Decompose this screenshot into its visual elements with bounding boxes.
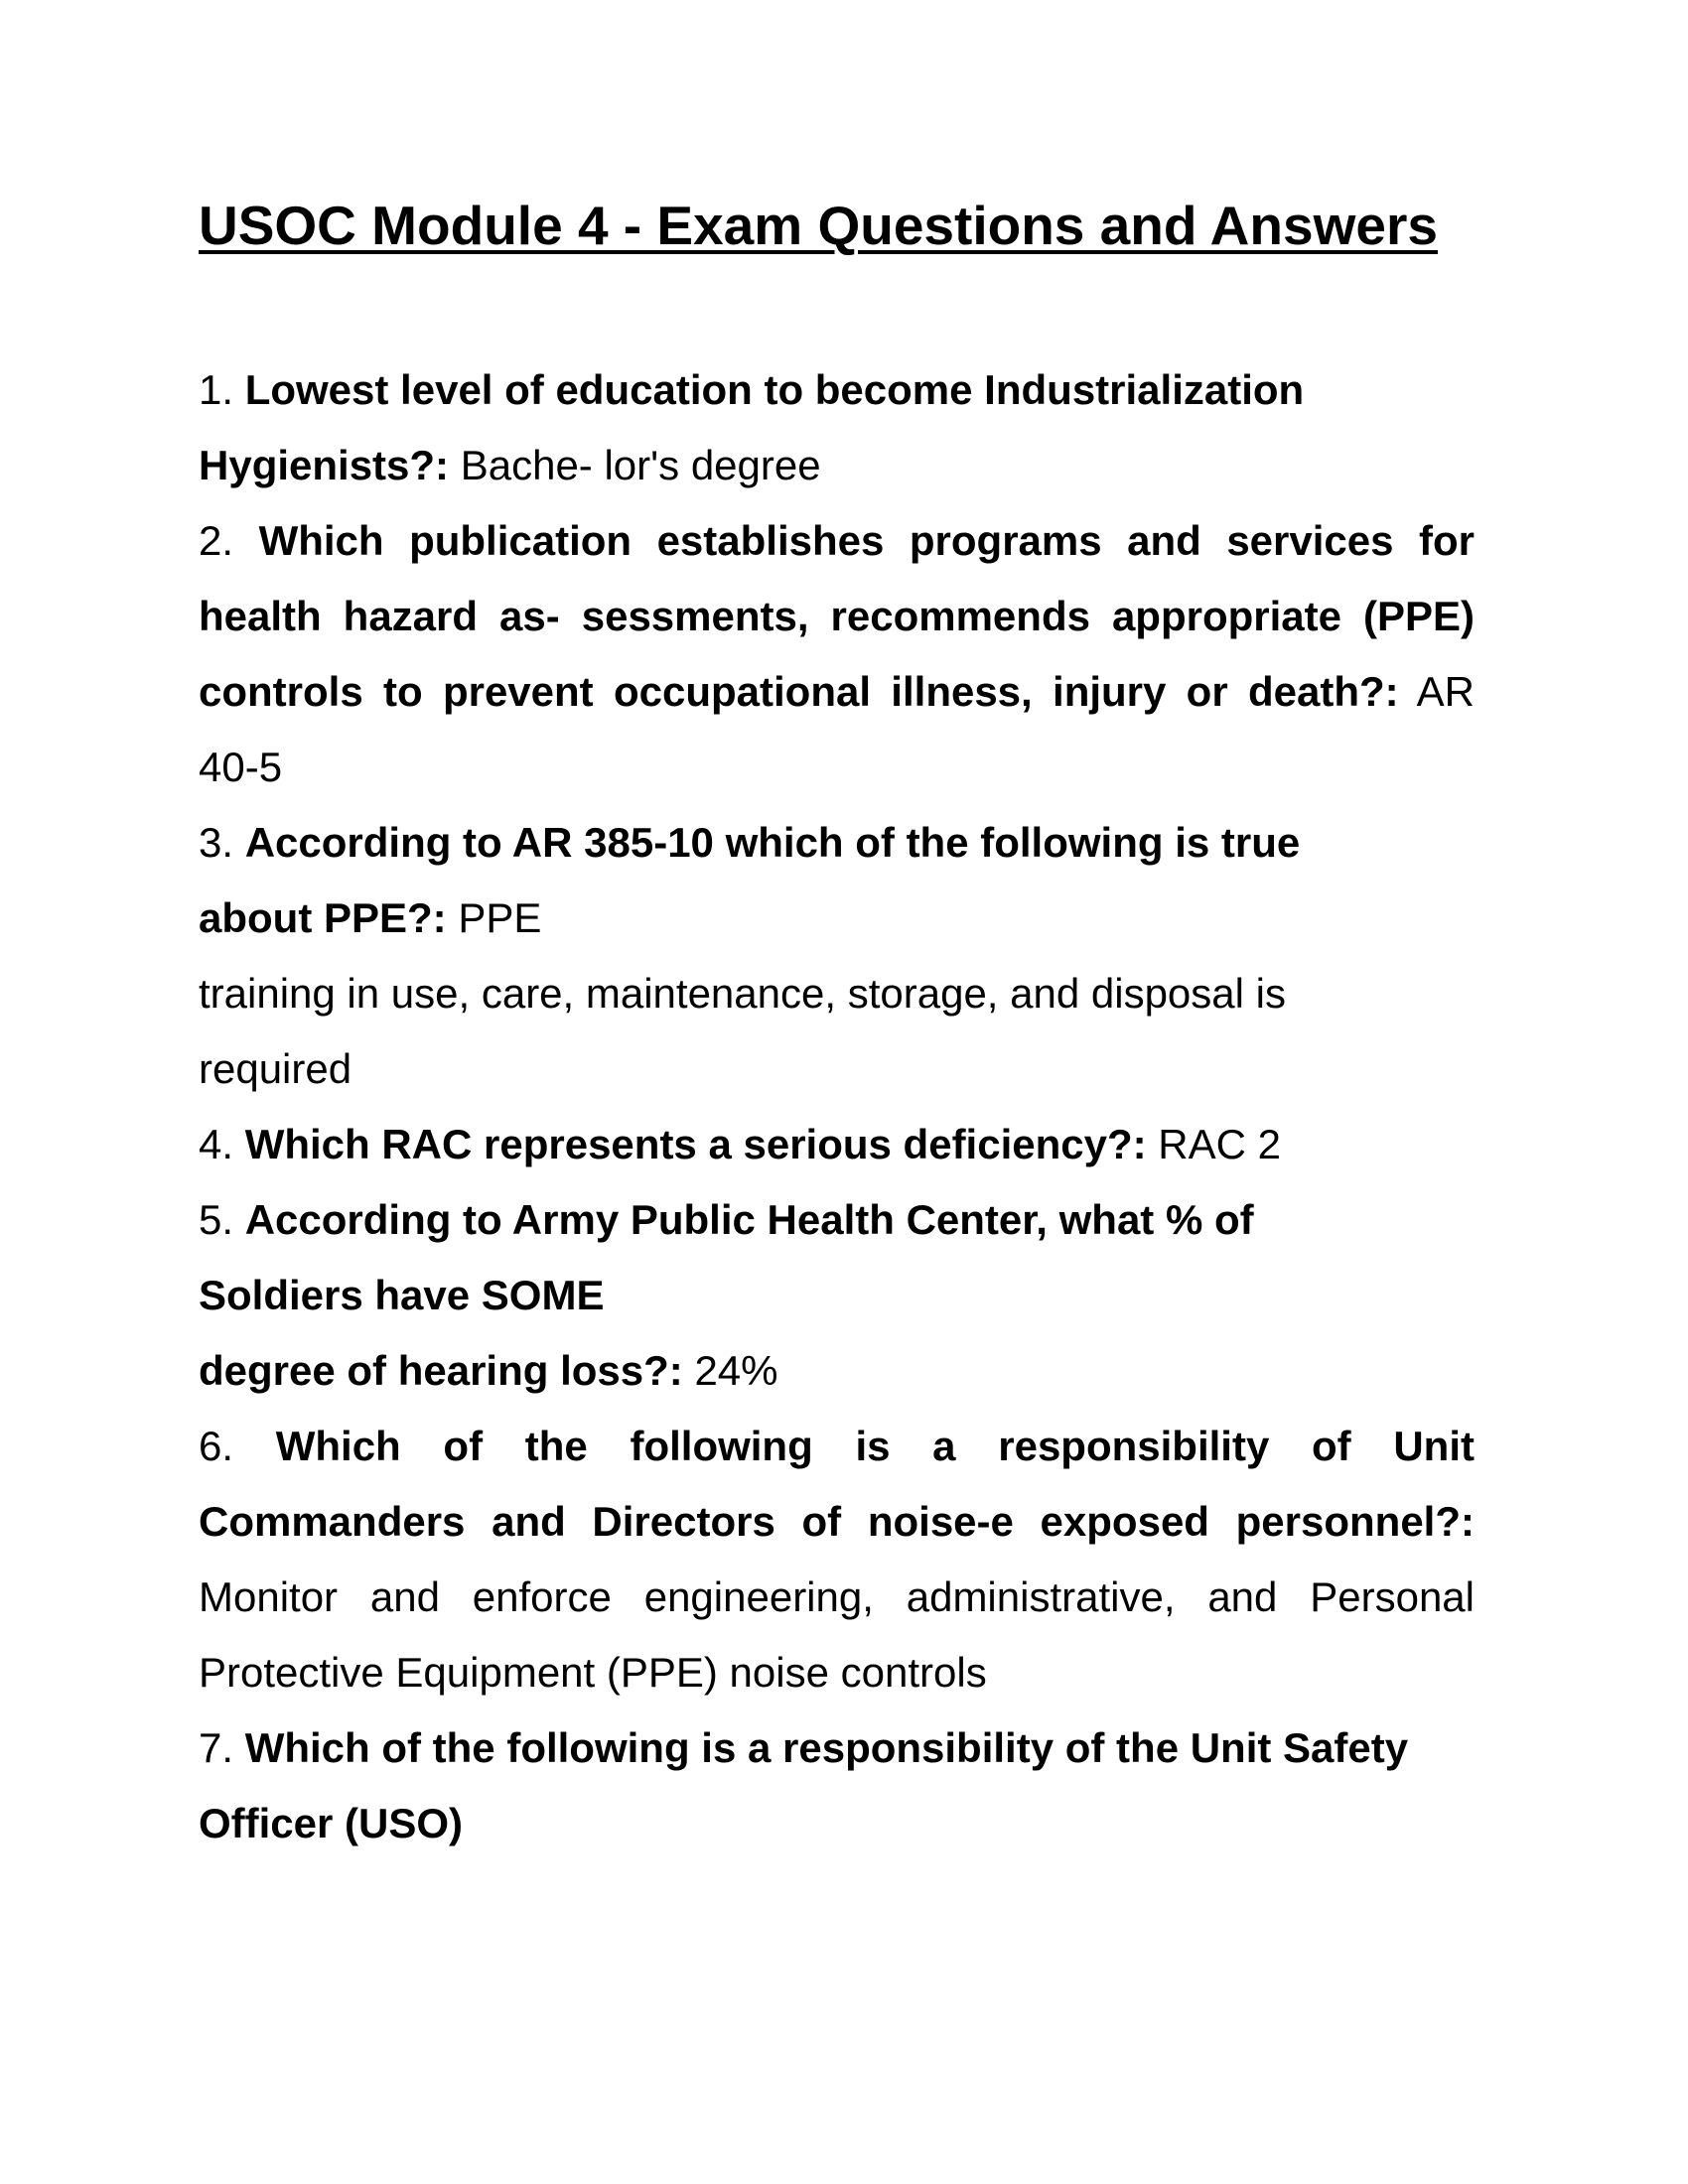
- question-number: 2.: [199, 517, 234, 564]
- question-number: 3.: [199, 819, 234, 866]
- question-text: Soldiers have SOME: [199, 1272, 605, 1318]
- question-text: Hygienists?:: [199, 442, 450, 488]
- text-line: [199, 667, 1475, 717]
- answer-text: Monitor and enforce engineering, administrative, and Personal: [199, 1573, 1475, 1620]
- question-text: controls to prevent occupational illness, injury or death?:: [199, 668, 1399, 715]
- answer-text: Bache- lor's degree: [460, 442, 821, 488]
- text-line: [199, 1572, 1475, 1622]
- text-line: [199, 1271, 604, 1320]
- answer-text: PPE: [458, 894, 542, 941]
- text-line: [199, 743, 282, 792]
- document-title: USOC Module 4 - Exam Questions and Answers: [199, 195, 1438, 256]
- text-line: [199, 1044, 352, 1094]
- question-number: 5.: [199, 1196, 234, 1243]
- question-text: health hazard as- sessments, recommends appropriate (PPE): [199, 593, 1475, 639]
- question-text: Officer (USO): [199, 1800, 464, 1846]
- text-line: [199, 893, 541, 943]
- question-text: Which of the following is a responsibility of Unit: [275, 1423, 1475, 1469]
- answer-text: required: [199, 1045, 352, 1092]
- answer-text: 40-5: [199, 744, 283, 790]
- text-line: [199, 441, 821, 490]
- text-line: [199, 1648, 987, 1698]
- question-text: According to Army Public Health Center, what % of: [244, 1196, 1254, 1243]
- text-line: [199, 516, 1475, 566]
- text-line: [199, 1346, 778, 1396]
- question-text: Which of the following is a responsibility of the Unit Safety: [244, 1724, 1409, 1771]
- text-line: [199, 1799, 463, 1848]
- question-text: Lowest level of education to become Industrialization: [244, 366, 1305, 413]
- question-number: 4.: [199, 1121, 234, 1167]
- answer-text: Protective Equipment (PPE) noise controls: [199, 1649, 987, 1696]
- text-line: [199, 1497, 1475, 1547]
- question-number: 7.: [199, 1724, 234, 1771]
- text-line: [199, 365, 1304, 415]
- text-line: [199, 1723, 1408, 1773]
- question-text: degree of hearing loss?:: [199, 1347, 683, 1394]
- question-text: Which publication establishes programs and services for: [258, 517, 1475, 564]
- text-line: [199, 818, 1300, 868]
- question-text: According to AR 385-10 which of the following is true: [244, 819, 1301, 866]
- text-line: [199, 1422, 1475, 1471]
- text-line: [199, 592, 1475, 641]
- question-number: 1.: [199, 366, 234, 413]
- question-number: 6.: [199, 1423, 234, 1469]
- text-line: [199, 969, 1286, 1019]
- answer-text: AR: [1416, 668, 1476, 715]
- text-line: [199, 1120, 1281, 1169]
- question-text: about PPE?:: [199, 894, 447, 941]
- answer-text: 24%: [694, 1347, 778, 1394]
- answer-text: training in use, care, maintenance, storage, and disposal is: [199, 970, 1286, 1017]
- question-text: Commanders and Directors of noise-e exposed personnel?:: [199, 1498, 1475, 1545]
- text-line: [199, 1195, 1254, 1245]
- question-text: Which RAC represents a serious deficiency?:: [244, 1121, 1147, 1167]
- answer-text: RAC 2: [1158, 1121, 1281, 1167]
